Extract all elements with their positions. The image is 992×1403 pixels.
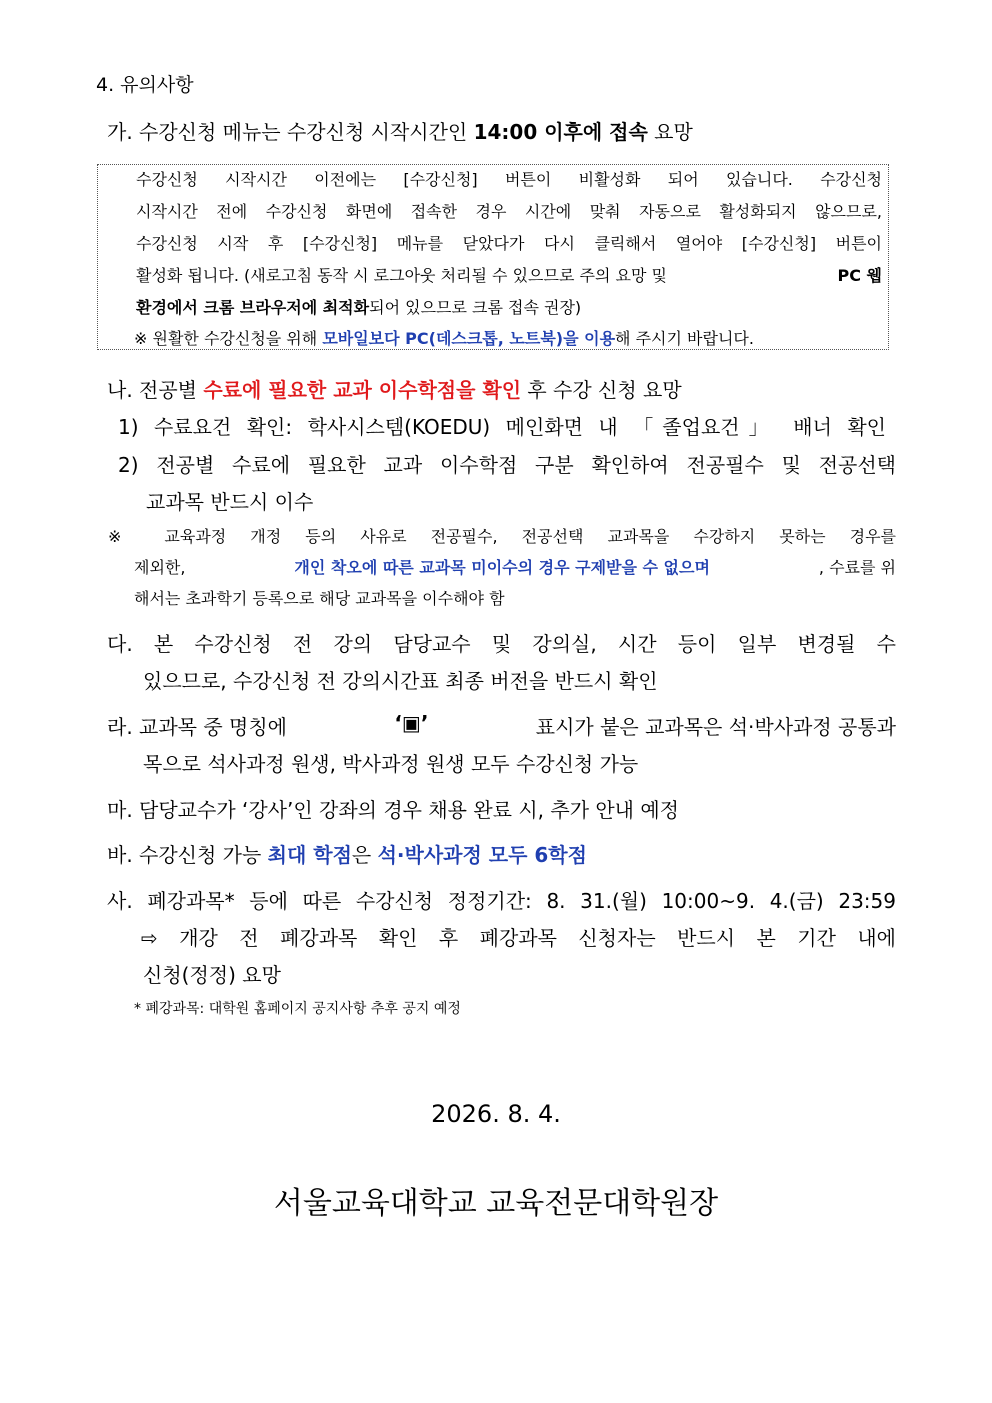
na-note-line-2-suffix: , 수료를 위: [818, 558, 896, 577]
item-na-prefix: 나. 전공별: [107, 378, 204, 402]
item-na-1: 1) 수료요건 확인: 학사시스템(KOEDU) 메인화면 내 「졸업요건」 배너 확인: [118, 415, 886, 439]
box-line-4-highlight: PC 웹: [837, 266, 882, 285]
box-line-5-highlight: 환경에서 크롬 브라우저에 최적화: [136, 298, 370, 317]
item-ra-line-1: [107, 711, 896, 740]
box-note-highlight: 모바일보다 PC(데스크톱, 노트북)을 이용: [322, 329, 616, 348]
box-note-prefix: ※ 원활한 수강신청을 위해: [134, 329, 323, 348]
item-ba-highlight-a: 최대 학점: [267, 843, 352, 867]
item-da-line-2: 있으므로, 수강신청 전 강의시간표 최종 버전을 반드시 확인: [143, 669, 658, 693]
box-line-4: [136, 263, 882, 286]
item-ba-prefix: 바. 수강신청 가능: [107, 843, 268, 867]
item-ba: [107, 839, 587, 868]
item-ba-mid: 은: [351, 843, 378, 867]
box-line-4-text: 활성화 됩니다. (새로고침 동작 시 로그아웃 처리될 수 있으므로 주의 요망 및: [136, 266, 667, 285]
item-na-2-line-1: 2) 전공별 수료에 필요한 교과 이수학점 구분 확인하여 전공필수 및 전공선택: [118, 453, 896, 477]
item-sa-footnote: * 폐강과목: 대학원 홈페이지 공지사항 추후 공지 예정: [134, 1001, 461, 1017]
notice-box: [97, 164, 889, 350]
item-na-highlight: 수료에 필요한 교과 이수학점을 확인: [203, 378, 522, 402]
na-note-line-2-prefix: 제외한,: [134, 558, 186, 577]
item-ma: 마. 담당교수가 ‘강사’인 강좌의 경우 채용 완료 시, 추가 안내 예정: [107, 798, 680, 822]
box-line-3: 수강신청 시작 후 [수강신청] 메뉴를 닫았다가 다시 클릭해서 열어야 [수강신청] 버튼이: [136, 234, 882, 253]
item-ra-suffix: 표시가 붙은 교과목은 석·박사과정 공통과: [535, 715, 896, 739]
box-line-5-text: 되어 있으므로 크롬 접속 권장): [369, 298, 582, 317]
item-ra-line-2: 목으로 석사과정 원생, 박사과정 원생 모두 수강신청 가능: [143, 752, 639, 776]
item-sa-line-1: 사. 폐강과목* 등에 따른 수강신청 정정기간: 8. 31.(월) 10:00~9. 4.(금) 23:59: [107, 889, 896, 913]
item-na: [107, 374, 682, 403]
box-note-suffix: 해 주시기 바랍니다.: [615, 329, 754, 348]
box-note: [134, 326, 754, 349]
item-sa-line-2: ⇨ 개강 전 폐강과목 확인 후 폐강과목 신청자는 반드시 본 기간 내에: [141, 926, 896, 950]
na-note-line-1: ※ 교육과정 개정 등의 사유로 전공필수, 전공선택 교과목을 수강하지 못하는 경우를: [108, 527, 896, 546]
box-line-2: 시작시간 전에 수강신청 화면에 접속한 경우 시간에 맞춰 자동으로 활성화되지 않으므로,: [136, 202, 882, 221]
box-line-1: 수강신청 시작시간 이전에는 [수강신청] 버튼이 비활성화 되어 있습니다. 수강신청: [136, 170, 882, 189]
item-ga: [107, 116, 693, 145]
document-date: 2026. 8. 4.: [431, 1100, 561, 1128]
item-ga-highlight: 14:00 이후에 접속: [473, 120, 648, 144]
item-na-suffix: 후 수강 신청 요망: [521, 378, 682, 402]
na-note-line-3: 해서는 초과학기 등록으로 해당 교과목을 이수해야 함: [134, 589, 505, 608]
item-ga-suffix: 요망: [647, 120, 693, 144]
item-ra-symbol: ‘▣’: [394, 711, 429, 735]
item-ba-highlight-b: 석·박사과정 모두 6학점: [377, 843, 587, 867]
item-da-line-1: 다. 본 수강신청 전 강의 담당교수 및 강의실, 시간 등이 일부 변경될 수: [107, 632, 896, 656]
na-note-line-2: [134, 555, 896, 578]
box-line-5: [136, 295, 581, 318]
item-ra-prefix: 라. 교과목 중 명칭에: [107, 715, 287, 739]
item-sa-line-3: 신청(정정) 요망: [143, 963, 281, 987]
item-na-2-line-2: 교과목 반드시 이수: [146, 490, 314, 514]
na-note-line-2-highlight: 개인 착오에 따른 교과목 미이수의 경우 구제받을 수 없으며: [294, 558, 710, 577]
section-heading: 4. 유의사항: [96, 74, 194, 96]
item-ga-prefix: 가. 수강신청 메뉴는 수강신청 시작시간인: [107, 120, 474, 144]
document-signature: 서울교육대학교 교육전문대학원장: [273, 1186, 719, 1221]
